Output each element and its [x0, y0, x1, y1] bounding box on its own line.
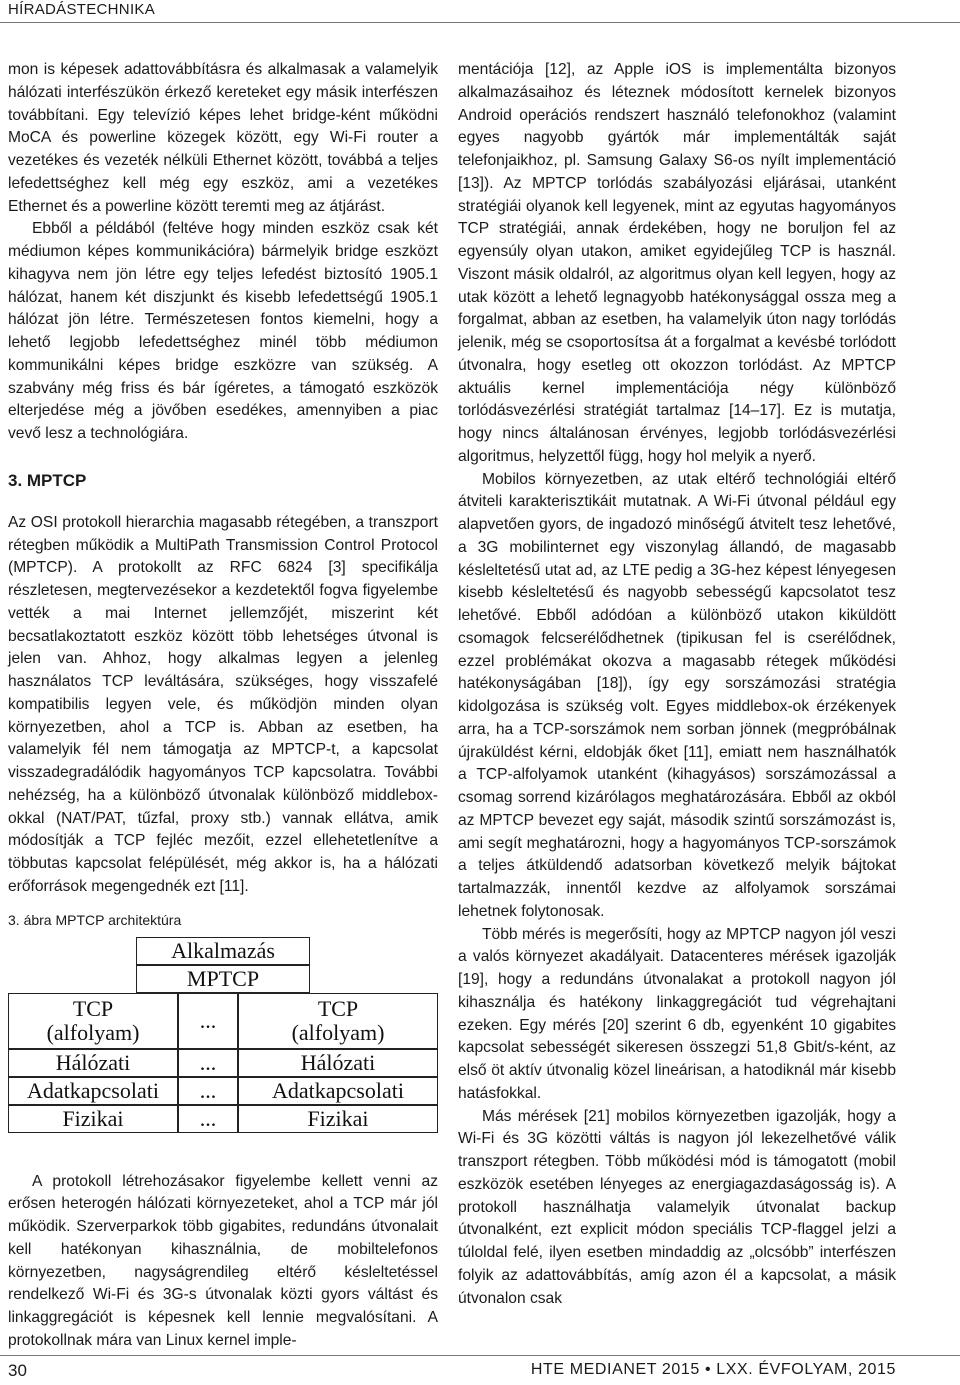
left-column: [8, 59, 438, 1353]
figure-label: TCP: [317, 995, 359, 1021]
figure-box-dots: [178, 1049, 238, 1077]
figure-box-physical-left: [8, 1105, 178, 1133]
figure-box-tcp-right: [238, 993, 438, 1049]
figure-box-physical-right: [238, 1105, 438, 1133]
paragraph: Más mérések [21] mobilos környezetben igazolják, hogy a Wi-Fi és 3G közötti váltás is nagyon jól lekezelhetővé válik transzport rétegben. Több működési mód is támogatott (mobil eszközök esetében lényeges az energiagazdaságosság is). A protokoll használhatja valamelyik útvonalat backup útvonalként, ezt explicit módon speciális TCP-flaggel jelzi a túloldal felé, ilyen esetben mindaddig az „olcsóbb” interfészen folyik az adattovábbítás, amíg azon él a kapcsolat, a másik útvonalon csak: [458, 1107, 896, 1307]
figure-box-datalink-right: [238, 1077, 438, 1105]
page-number: 30: [8, 1361, 27, 1380]
right-column: [458, 59, 896, 1310]
figure-label: TCP: [72, 995, 114, 1021]
figure-label: ...: [199, 1049, 217, 1075]
paragraph: mentációja [12], az Apple iOS is implementálta bizonyos alkalmazásaihoz és léteznek módosított kernelek bizonyos Android operációs rendszert használó telefonokhoz (valamint egyes nagyobb gyártók már implementálták saját telefonjaikhoz, pl. Samsung Galaxy S6-os nyílt implementáció [13]). Az MPTCP torlódás szabályozási eljárásai, utanként stratégiái olyanok kell legyenek, mint az egyutas hagyományos TCP stratégiái, annak érdekében, hogy ne boruljon fel az egyensúly olyan utakon, amiket egyidejűleg TCP is használ. Viszont másik oldalról, az algoritmus olyan kell legyen, hogy az utak között a lehető legnagyobb hatékonysággal ossza meg a forgalmat, abban az esetben, ha valamelyik úton nagy torlódás jelenik, még se csoportosítsa át a forgalmat a kevésbé torlódott útvonalra, hogy esetleg ott okozzon torlódást. Az MPTCP aktuális kernel implementációja négy különböző torlódásvezérlési stratégiát tartalmaz [14–17]. Ez is mutatja, hogy nincs általánosan érvényes, legjobb torlódásvezérlési algoritmus, helyzettől függ, hogy hol melyik a nyerő.: [458, 61, 896, 465]
paragraph: Mobilos környezetben, az utak eltérő technológiái eltérő átviteli karakterisztikáit mutatnak. A Wi-Fi útvonal például egy alapvetően gyors, de ingadozó minőségű átvitelt tesz lehetővé, a 3G mobilinternet egy viszonylag állandó, de magasabb késleltetésű utat ad, az LTE pedig a 3G-hez képest lényegesen kisebb késleltetésű és nagyobb sebességű kapcsolatot tesz lehetővé. Ebből adódóan a különböző utakon kiküldött csomagok felcserélődhetnek (tipikusan fel is cserélődnek, ezzel problémákat okozva a magasabb rétegek működési hatékonyságában [18]), így egy sorszámozási stratégia kidolgozása is szükség volt. Egyes middlebox-ok érzékenyek arra, ha a TCP-sorszámok nem sorban jönnek (megpróbálnak újraküldést kérni, eldobják őket [11], emiatt nem használhatók a TCP-alfolyamok utanként (kihagyásos) sorszámozással a csomag sorrend kizárólagos meghatározására. Ebből az okból az MPTCP bevezet egy saját, második szintű sorszámozást is, ami segít meghatározni, hogy a hagyományos TCP-sorszámok a teljes átküldendő adatsorban következő melyik bájtokat tartalmazzák, innentől kezdve az alfolyamok sorszámai lehetnek folytonosak.: [458, 470, 896, 920]
paragraph: Ebből a példából (feltéve hogy minden eszköz csak két médiumon képes kommunikációra) bármelyik bridge eszközt kihagyva nem jön létre egy teljes lefedést biztosító 1905.1 hálózat, hanem két diszjunkt és kisebb lefedettségű 1905.1 hálózat jön létre. Természetesen fontos kiemelni, hogy a lehető legjobb lefedettséghez minél több médiumon kommunikálni képes bridge eszközre van szükség. A szabvány még friss és bár ígéretes, a támogató eszközök elterjedése még a jövőben esedékes, amennyiben a piac vevő lesz a technológiára.: [8, 220, 438, 442]
figure-label: ...: [199, 1105, 217, 1131]
figure-label: Adatkapcsolati: [272, 1077, 404, 1103]
paragraph: A protokoll létrehozásakor figyelembe kellett venni az erősen heterogén hálózati környezeteket, ahol a TCP már jól működik. Szerverparkok több gigabites, redundáns útvonalait kell hatékonyan kihasználnia, de mobiltelefonos környezetben, nagyságrendileg eltérő késleltetéssel rendelkező Wi-Fi és 3G-s útvonalak közti gyors váltást és linkaggregációt is képesnek kell lennie megvalósítani. A protokollnak mára van Linux kernel imple-: [8, 1172, 438, 1349]
mptcp-architecture-figure: [8, 937, 438, 1157]
figure-label: ...: [199, 1007, 217, 1033]
header-divider: [0, 22, 960, 23]
figure-label: (alfolyam): [46, 1019, 140, 1045]
paragraph: mon is képesek adattovábbításra és alkalmasak a valamelyik hálózati interfészükön érkező kereteket egy másik interfészen továbbítani. Egy televízió képes lehet bridge-ként működni MoCA és powerline közegek között, egy Wi-Fi router a vezetékes és vezeték nélküli Ethernet között, továbbá a teljes lefedettséghez kell még egy eszköz, ami a vezetékes Ethernet és a powerline között teremti meg az átjárást.: [8, 61, 438, 215]
figure-box-dots: [178, 1105, 238, 1133]
figure-box-dots: [178, 993, 238, 1049]
figure-label: Fizikai: [62, 1105, 124, 1131]
section-heading: 3. MPTCP: [8, 470, 87, 490]
paragraph: Több mérés is megerősíti, hogy az MPTCP nagyon jól veszi a valós környezet akadályait. Datacenteres mérések igazolják [19], hogy a redundáns útvonalakat a protokoll nagyon jól kihasználja és hatékony linkaggregációt tud végrehajtani ezeken. Egy mérés [20] szerint 6 db, egyenként 10 gigabites kapcsolat sebességét sikeresen összegzi 51,8 Gbit/s-ként, az első öt aktív útvonalig közel lineárisan, a hatodiknál már kisebb hatásfokkal.: [458, 925, 896, 1102]
figure-box-network-right: [238, 1049, 438, 1077]
figure-label: MPTCP: [186, 965, 260, 991]
figure-label: ...: [199, 1077, 217, 1103]
figure-label: Hálózati: [55, 1049, 131, 1075]
figure-box-network-left: [8, 1049, 178, 1077]
figure-box-dots: [178, 1077, 238, 1105]
figure-box-datalink-left: [8, 1077, 178, 1105]
figure-label: Fizikai: [307, 1105, 369, 1131]
figure-caption: 3. ábra MPTCP architektúra: [8, 911, 182, 928]
figure-label: (alfolyam): [291, 1019, 385, 1045]
figure-box-tcp-left: [8, 993, 178, 1049]
figure-label: Hálózati: [300, 1049, 376, 1075]
figure-box-application: [136, 937, 310, 965]
running-header: HÍRADÁSTECHNIKA: [8, 1, 156, 18]
figure-box-mptcp: [136, 965, 310, 993]
footer-divider: [0, 1355, 960, 1356]
figure-label: Adatkapcsolati: [27, 1077, 159, 1103]
paragraph: Az OSI protokoll hierarchia magasabb rétegében, a transzport rétegben működik a MultiPath Transmission Control Protocol (MPTCP). A protokollt az RFC 6824 [3] specifikálja részletesen, megtervezésekor a kezdetektől fogva figyelembe vették a mai Internet jellemzőjét, miszerint két becsatlakoztatott eszköz között több lehetséges útvonal is jelen van. Ahhoz, hogy alkalmas legyen a jelenleg használatos TCP leváltására, szükséges, hogy visszafelé kompatibilis legyen vele, és működjön minden olyan környezetben, ahol a TCP is. Abban az esetben, ha valamelyik fél nem támogatja az MPTCP-t, a kapcsolat visszadegradálódik hagyományos TCP kapcsolatra. További nehézség, ha a különböző útvonalak különböző middlebox-okkal (NAT/PAT, tűzfal, proxy stb.) vannak ellátva, amik módosítják a TCP fejléc mezőit, ezzel ellehetetlenítve a többutas kapcsolat felépülését, még akkor is, ha a hálózati erőforrások megengednék ezt [11].: [8, 513, 438, 895]
figure-label: Alkalmazás: [171, 937, 275, 963]
journal-footer: HTE MEDIANET 2015 • LXX. ÉVFOLYAM, 2015: [530, 1361, 896, 1378]
